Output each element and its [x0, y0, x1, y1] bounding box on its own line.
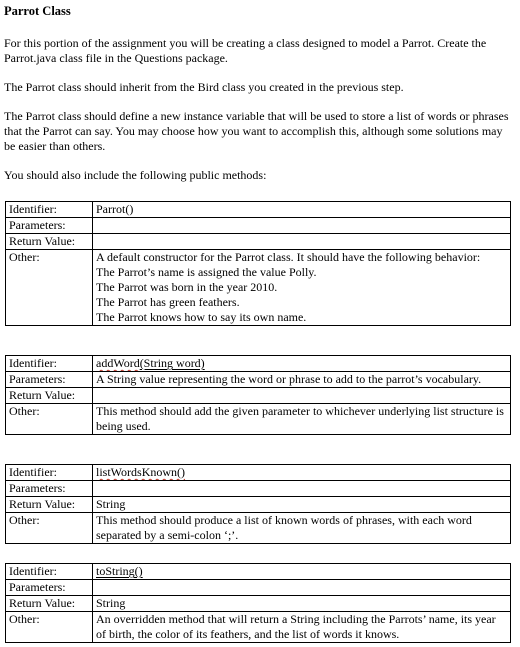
inheritance-paragraph: The Parrot class should inherit from the Bird class you created in the previous step. — [4, 80, 404, 94]
other-line: The Parrot was born in the year 2010. — [96, 280, 278, 294]
parameters-label: Parameters: — [6, 481, 93, 497]
other-value: This method should add the given parameter to whichever underlying list structure is being used. — [93, 404, 511, 435]
other-line: The Parrot knows how to say its own name. — [96, 310, 307, 324]
parameters-row — [6, 481, 511, 497]
return-value-label: Return Value: — [6, 497, 93, 513]
identifier-row — [6, 202, 511, 218]
method-table-constructor — [5, 201, 511, 326]
other-label: Other: — [6, 404, 93, 435]
other-value: An overridden method that will return a String including the Parrots’ name, its year of birth, the color of its feathers, and the list of words it knows. — [93, 612, 511, 643]
return-value-value: String — [93, 596, 511, 612]
intro-paragraph: For this portion of the assignment you will be creating a class designed to model a Parrot. Create the Parrot.java class file in the Questions package. — [4, 36, 487, 65]
parameters-label: Parameters: — [6, 218, 93, 234]
return-value-value — [93, 234, 511, 250]
identifier-row — [6, 564, 511, 580]
parameters-row — [6, 580, 511, 596]
return-value-label: Return Value: — [6, 596, 93, 612]
other-label: Other: — [6, 250, 93, 326]
identifier-label: Identifier: — [6, 202, 93, 218]
return-value-row — [6, 388, 511, 404]
method-table-to-string — [5, 563, 511, 643]
method-table-list-words-known — [5, 464, 511, 544]
return-value-value: String — [93, 497, 511, 513]
identifier-value — [93, 465, 511, 481]
parameters-label: Parameters: — [6, 580, 93, 596]
other-value — [93, 250, 511, 326]
identifier-row — [6, 465, 511, 481]
parameters-row — [6, 372, 511, 388]
other-label: Other: — [6, 513, 93, 544]
return-value-label: Return Value: — [6, 234, 93, 250]
identifier-name: toString() — [96, 564, 143, 578]
parameters-row — [6, 218, 511, 234]
methods-intro-paragraph: You should also include the following public methods: — [4, 168, 267, 182]
other-line: A default constructor for the Parrot class. It should have the following behavior: — [96, 250, 481, 264]
identifier-label: Identifier: — [6, 356, 93, 372]
spellcheck-squiggle-word: listWordsKnown() — [96, 465, 186, 479]
parameters-value: A String value representing the word or phrase to add to the parrot’s vocabulary. — [93, 372, 511, 388]
other-row — [6, 250, 511, 326]
identifier-row — [6, 356, 511, 372]
other-label: Other: — [6, 612, 93, 643]
parameters-value — [93, 580, 511, 596]
identifier-label: Identifier: — [6, 465, 93, 481]
other-line: The Parrot’s name is assigned the value Polly. — [96, 265, 317, 279]
parameters-value — [93, 481, 511, 497]
identifier-args: (String word) — [139, 356, 205, 370]
return-value-row — [6, 234, 511, 250]
return-value-label: Return Value: — [6, 388, 93, 404]
identifier-value: Parrot() — [93, 202, 511, 218]
instance-variable-paragraph: The Parrot class should define a new instance variable that will be used to store a list of words or phrases that the Parrot can say. You may choose how you want to accomplish this, although some solutions may be easier than others. — [4, 109, 509, 153]
other-row — [6, 404, 511, 435]
other-value: This method should produce a list of known words of phrases, with each word separated by a semi-colon ‘;’. — [93, 513, 511, 544]
parameters-label: Parameters: — [6, 372, 93, 388]
identifier-value — [93, 564, 511, 580]
other-line: The Parrot has green feathers. — [96, 295, 240, 309]
other-row — [6, 612, 511, 643]
return-value-row — [6, 497, 511, 513]
return-value-row — [6, 596, 511, 612]
identifier-value — [93, 356, 511, 372]
section-title: Parrot Class — [4, 4, 71, 18]
parameters-value — [93, 218, 511, 234]
other-row — [6, 513, 511, 544]
return-value-value — [93, 388, 511, 404]
identifier-label: Identifier: — [6, 564, 93, 580]
spellcheck-squiggle-word: addWord — [96, 356, 140, 370]
method-table-add-word — [5, 355, 511, 435]
